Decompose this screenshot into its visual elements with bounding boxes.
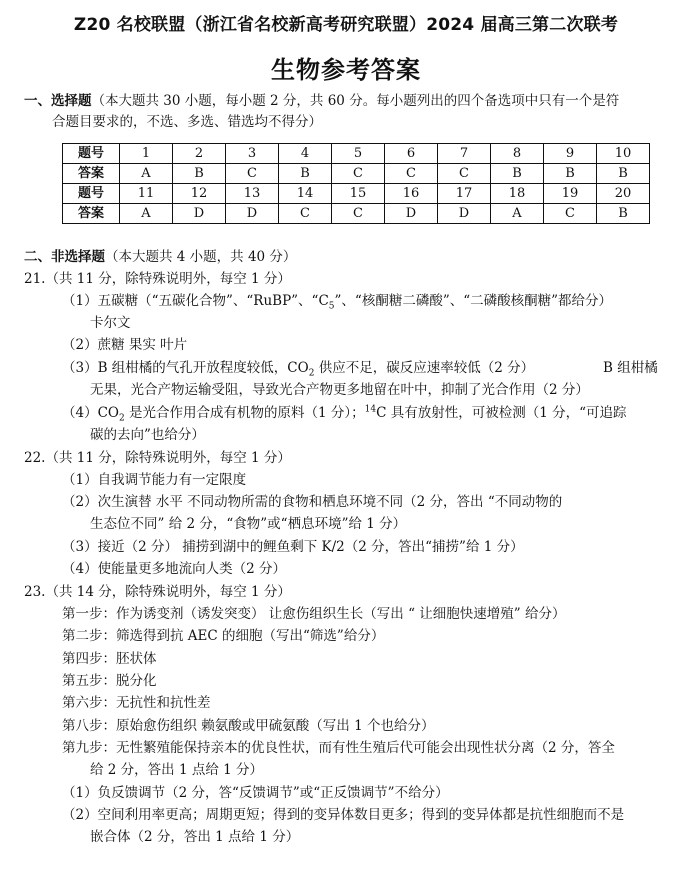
- table-cell: 12: [173, 184, 226, 204]
- table-row-nums1: [63, 144, 650, 164]
- table-cell: 17: [438, 184, 491, 204]
- section2-intro: [24, 247, 296, 267]
- q23-step-9b: 给 2 分，答出 1 点给 1 分）: [90, 762, 264, 778]
- q23-step-8: 第八步：原始愈伤组织 赖氨酸或甲硫氨酸（写出 1 个也给分）: [62, 718, 435, 734]
- q22-answer-1: （1）自我调节能力有一定限度: [62, 472, 247, 488]
- exam-header: Z20 名校联盟（浙江省名校新高考研究联盟）2024 届高三第二次联考: [73, 15, 619, 35]
- table-cell: 11: [120, 184, 173, 204]
- q21-1-sub: 5: [328, 301, 335, 312]
- q23-step-2: 第二步：筛选得到抗 AEC 的细胞（写出“筛选”给分）: [62, 628, 385, 644]
- table-cell: 15: [332, 184, 385, 204]
- table-cell: 16: [385, 184, 438, 204]
- table-cell: B: [491, 164, 544, 184]
- table-cell: C: [279, 204, 332, 224]
- row-label: 答案: [63, 164, 120, 184]
- table-cell: D: [173, 204, 226, 224]
- table-cell: A: [491, 204, 544, 224]
- table-cell: A: [120, 204, 173, 224]
- q23-step-4: 第四步：胚状体: [62, 651, 157, 667]
- table-cell: B: [597, 164, 650, 184]
- table-cell: B: [173, 164, 226, 184]
- q21-3a-sub: 2: [308, 368, 315, 379]
- q23-head: 23.（共 14 分，除特殊说明外，每空 1 分）: [24, 584, 291, 600]
- q23-step-1: 第一步：作为诱变剂（诱发突变） 让愈伤组织生长（写出 “ 让细胞快速增殖” 给分）: [62, 606, 566, 622]
- row-label: 答案: [63, 204, 120, 224]
- row-label: 题号: [63, 184, 120, 204]
- table-cell: D: [226, 204, 279, 224]
- table-cell: 1: [120, 144, 173, 164]
- table-cell: B: [544, 164, 597, 184]
- q23-step-5: 第五步：脱分化: [62, 673, 157, 689]
- table-cell: 10: [597, 144, 650, 164]
- table-cell: 20: [597, 184, 650, 204]
- q22-answer-3: （3）接近（2 分） 捕捞到湖中的鲤鱼剩下 K/2（2 分，答出“捕捞”给 1 分）: [62, 539, 524, 555]
- table-cell: 8: [491, 144, 544, 164]
- table-cell: 19: [544, 184, 597, 204]
- section2-heading: 二、非选择题: [24, 249, 105, 265]
- q21-answer-3a: [62, 358, 534, 378]
- q21-1-text-end: ”、“核酮糖二磷酸”、“二磷酸核酮糖”都给分）: [334, 293, 613, 309]
- table-cell: C: [226, 164, 279, 184]
- q23-part-2b: 嵌合体（2 分，答出 1 点给 1 分）: [90, 829, 300, 845]
- section1-heading: 一、选择题: [24, 93, 92, 109]
- section1-desc-line2: 合题目要求的，不选、多选、错选均不得分）: [52, 114, 322, 130]
- table-cell: 2: [173, 144, 226, 164]
- table-cell: B: [597, 204, 650, 224]
- q21-answer-3b: 无果，光合产物运输受阻，导致光合产物更多地留在叶中，抑制了光合作用（2 分）: [90, 382, 589, 398]
- table-cell: 9: [544, 144, 597, 164]
- q23-part-1: （1）负反馈调节（2 分，答“反馈调节”或“正反馈调节”不给分）: [62, 785, 449, 801]
- q23-step-9a: 第九步：无性繁殖能保持亲本的优良性状，而有性生殖后代可能会出现性状分离（2 分，答全: [62, 740, 615, 756]
- page-title: 生物参考答案: [271, 56, 421, 84]
- q21-4a-text: （4）CO: [62, 405, 119, 421]
- answer-table: [62, 143, 650, 224]
- q22-head: 22.（共 11 分，除特殊说明外，每空 1 分）: [24, 450, 291, 466]
- table-cell: 7: [438, 144, 491, 164]
- table-cell: 13: [226, 184, 279, 204]
- row-label: 题号: [63, 144, 120, 164]
- q21-4a-sub: 2: [119, 413, 125, 424]
- q21-3a-text-end: 供应不足，碳反应速率较低（2 分）: [314, 360, 535, 376]
- table-row-ans1: [63, 164, 650, 184]
- table-cell: C: [385, 164, 438, 184]
- q21-answer-4a: [62, 403, 627, 423]
- q22-answer-4: （4）使能量更多地流向人类（2 分）: [62, 561, 286, 577]
- section2-desc: （本大题共 4 小题，共 40 分）: [105, 249, 297, 265]
- table-cell: 14: [279, 184, 332, 204]
- table-cell: D: [438, 204, 491, 224]
- table-row-nums2: [63, 184, 650, 204]
- table-cell: C: [332, 164, 385, 184]
- section1-desc-line1: （本大题共 30 小题，每小题 2 分，共 60 分。每小题列出的四个备选项中只有一个是符: [91, 93, 620, 109]
- table-cell: C: [544, 204, 597, 224]
- q21-4a-text-end: C 具有放射性，可被检测（1 分，“可追踪: [376, 405, 627, 421]
- table-cell: 6: [385, 144, 438, 164]
- q22-answer-2b: 生态位不同” 给 2 分，“食物”或“栖息环境”给 1 分）: [90, 516, 407, 532]
- table-cell: B: [279, 164, 332, 184]
- q21-answer-1: [62, 291, 612, 311]
- q23-part-2a: （2）空间利用率更高；周期更短；得到的变异体数目更多；得到的变异体都是抗性细胞而不是: [62, 807, 625, 823]
- q21-4a-text-mid: 是光合作用合成有机物的原料（1 分）；: [124, 405, 365, 421]
- table-cell: 4: [279, 144, 332, 164]
- table-cell: 5: [332, 144, 385, 164]
- q22-answer-2a: （2）次生演替 水平 不同动物所需的食物和栖息环境不同（2 分，答出 “不同动物的: [62, 494, 563, 510]
- table-row-ans2: [63, 204, 650, 224]
- q21-answer-4b: 碳的去向”也给分）: [90, 427, 205, 443]
- q21-answer-2: （2）蔗糖 果实 叶片: [62, 337, 188, 353]
- table-cell: 3: [226, 144, 279, 164]
- table-cell: C: [438, 164, 491, 184]
- q21-answer-1b: 卡尔文: [90, 315, 131, 331]
- table-cell: A: [120, 164, 173, 184]
- table-cell: D: [385, 204, 438, 224]
- q23-step-6: 第六步：无抗性和抗性差: [62, 695, 211, 711]
- section1-intro: [24, 91, 619, 111]
- table-cell: C: [332, 204, 385, 224]
- q21-4a-sup: 14: [364, 404, 377, 415]
- q21-1-text: （1）五碳糖（“五碳化合物”、“RuBP”、“C: [62, 293, 329, 309]
- q21-head: 21.（共 11 分，除特殊说明外，每空 1 分）: [24, 271, 291, 287]
- table-cell: 18: [491, 184, 544, 204]
- q21-answer-3a-right: B 组柑橘: [603, 360, 658, 376]
- q21-3a-text: （3）B 组柑橘的气孔开放程度较低，CO: [62, 360, 309, 376]
